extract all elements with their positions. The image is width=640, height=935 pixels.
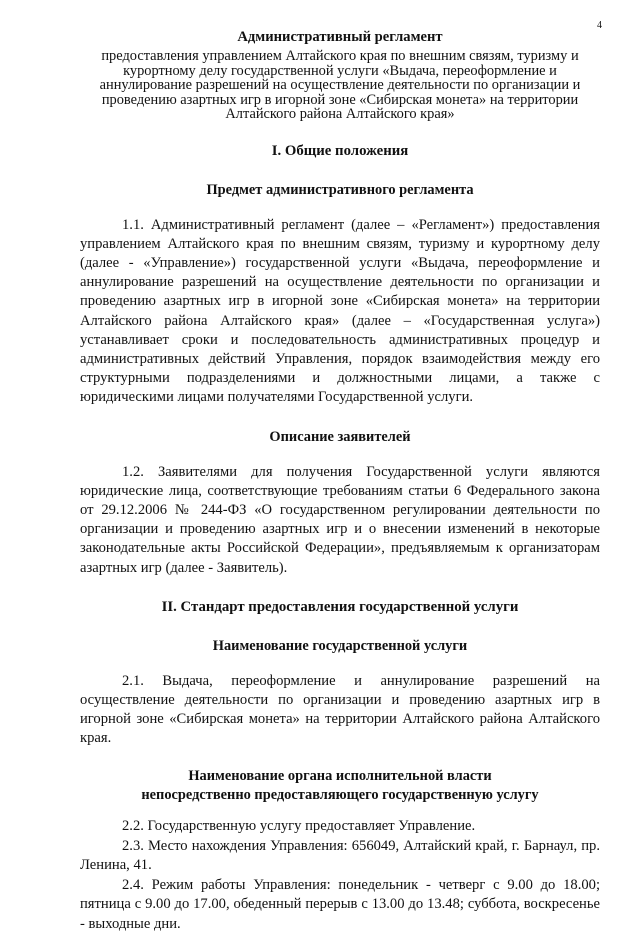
paragraph-1-2: 1.2. Заявителями для получения Государственной услуги являются юридические лица, соответствующие требованиям статьи 6 Федерального закона от 29.12.2006 № 244-ФЗ «О государственном регулировании деятельности по организации и проведению азартных игр и о внесении изменений в некоторые законодательные акты Российской Федерации», предъявляемым к организаторам азартных игр (далее - Заявитель). — [80, 463, 600, 576]
page-number: 4 — [597, 20, 602, 31]
subtitle-line: курортному делу государственной услуги «Выдача, переоформление и — [123, 62, 557, 79]
paragraph-2-1: 2.1. Выдача, переоформление и аннулирование разрешений на осуществление деятельности по организации и проведению азартных игр в игорной зоне «Сибирская монета» на территории Алтайского района Алтайского края. — [80, 672, 600, 747]
subtitle-line: проведению азартных игр в игорной зоне «Сибирская монета» на территории — [101, 91, 579, 108]
paragraph-2-4: 2.4. Режим работы Управления: понедельник - четверг с 9.00 до 18.00; пятница с 9.00 до 17.00, обеденный перерыв с 13.00 до 13.48; суббота, воскресенье - выходные дни. — [80, 877, 600, 932]
applicants-heading: Описание заявителей — [269, 428, 411, 445]
subtitle-line: предоставления управлением Алтайского края по внешним связям, туризму и — [101, 48, 579, 64]
paragraph-2-3: 2.3. Место нахождения Управления: 656049, Алтайский край, г. Барнаул, пр. Ленина, 41. — [80, 837, 600, 873]
subtitle-line: аннулирование разрешений на осуществление деятельности по организации и — [99, 77, 581, 93]
section-1-heading: I. Общие положения — [271, 142, 409, 159]
document-title: Административный регламент — [237, 29, 443, 45]
organ-heading — [80, 767, 600, 805]
document-subtitle — [86, 49, 594, 122]
organ-heading-line: Наименование органа исполнительной власти — [188, 767, 492, 784]
organ-details — [80, 817, 600, 934]
subject-heading: Предмет административного регламента — [206, 181, 474, 198]
subtitle-line: Алтайского района Алтайского края» — [225, 106, 455, 122]
paragraph-2-2: 2.2. Государственную услугу предоставляет Управление. — [122, 817, 476, 834]
section-2-heading: II. Стандарт предоставления государственной услуги — [161, 598, 519, 615]
organ-heading-line: непосредственно предоставляющего государственную услугу — [141, 786, 539, 803]
document-content — [80, 28, 600, 935]
service-name-heading: Наименование государственной услуги — [212, 637, 468, 654]
paragraph-1-1: 1.1. Административный регламент (далее – «Регламент») предоставления управлением Алтайского края по внешним связям, туризму и курортному делу (далее - «Управление») государственной услуги «Выдача, переоформление и аннулирование разрешений на осуществление деятельности по организации и проведению азартных игр в игорной зоне «Сибирская монета» на территории Алтайского района Алтайского края» (далее – «Государственная услуга») устанавливает сроки и последовательность административных процедур и административных действий Управления, порядок взаимодействия между его структурными подразделениями и должностными лицами, а также с юридическими лицами получателями Государственной услуги. — [80, 216, 600, 406]
